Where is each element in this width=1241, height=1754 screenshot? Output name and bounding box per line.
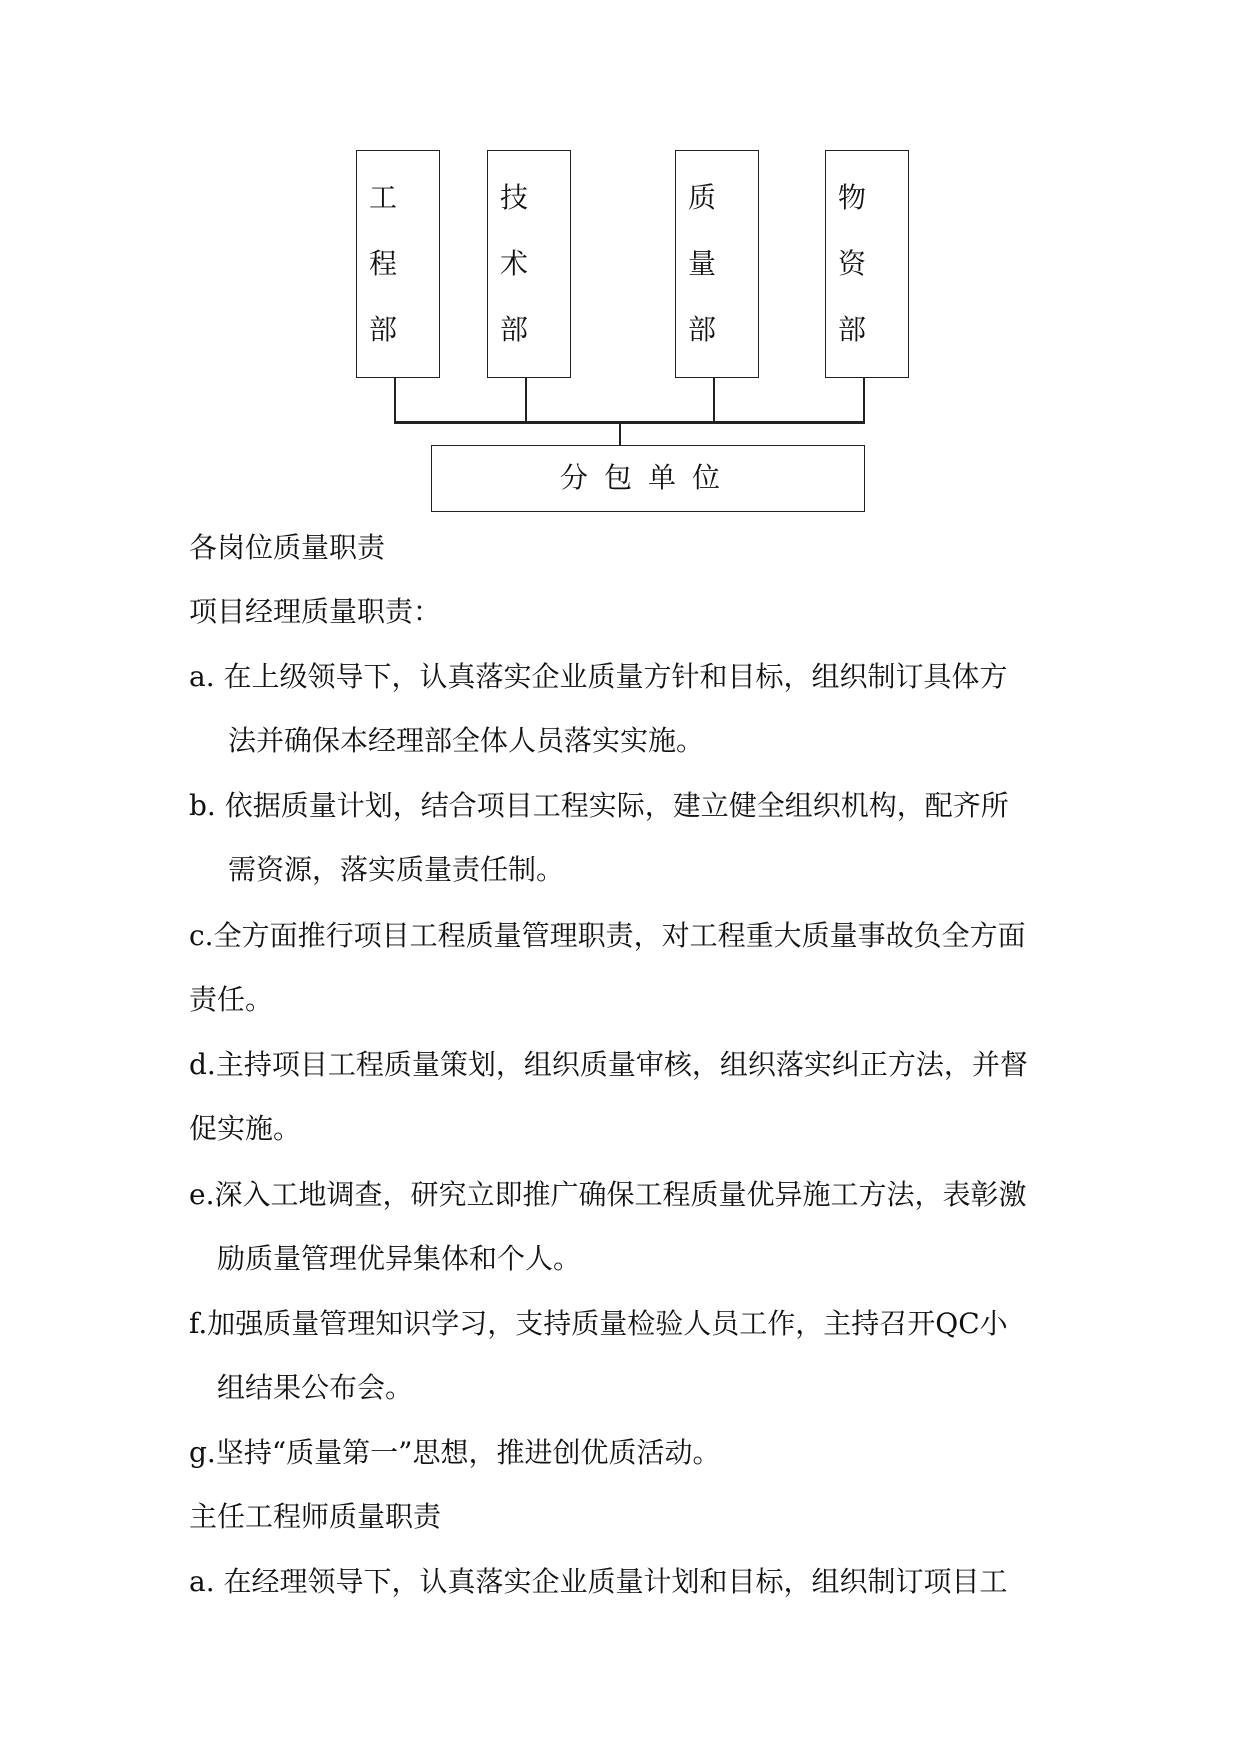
dept-label: 物 资 部 xyxy=(838,181,867,346)
subcontractor-box: 分包单位 xyxy=(431,445,865,512)
connector-line xyxy=(713,378,715,423)
dept-label: 质 量 部 xyxy=(688,181,717,346)
dept-box-quality xyxy=(675,150,759,378)
section-heading: 各岗位质量职责 xyxy=(189,531,386,564)
subheading-pm-duties: 项目经理质量职责： xyxy=(189,595,442,628)
dept-box-technical xyxy=(487,150,571,378)
connector-line xyxy=(619,423,621,445)
dept-label: 工 程 部 xyxy=(369,181,398,346)
list-item: a. 在经理领导下，认真落实企业质量计划和目标，组织制订项目工 xyxy=(189,1565,1008,1598)
section-heading: 主任工程师质量职责 xyxy=(189,1500,442,1533)
connector-line xyxy=(863,378,865,423)
dept-box-materials xyxy=(825,150,909,378)
connector-line xyxy=(394,378,396,423)
connector-line xyxy=(525,378,527,423)
dept-label: 技 术 部 xyxy=(500,181,529,346)
connector-bus xyxy=(394,421,865,424)
dept-box-engineering xyxy=(356,150,440,378)
